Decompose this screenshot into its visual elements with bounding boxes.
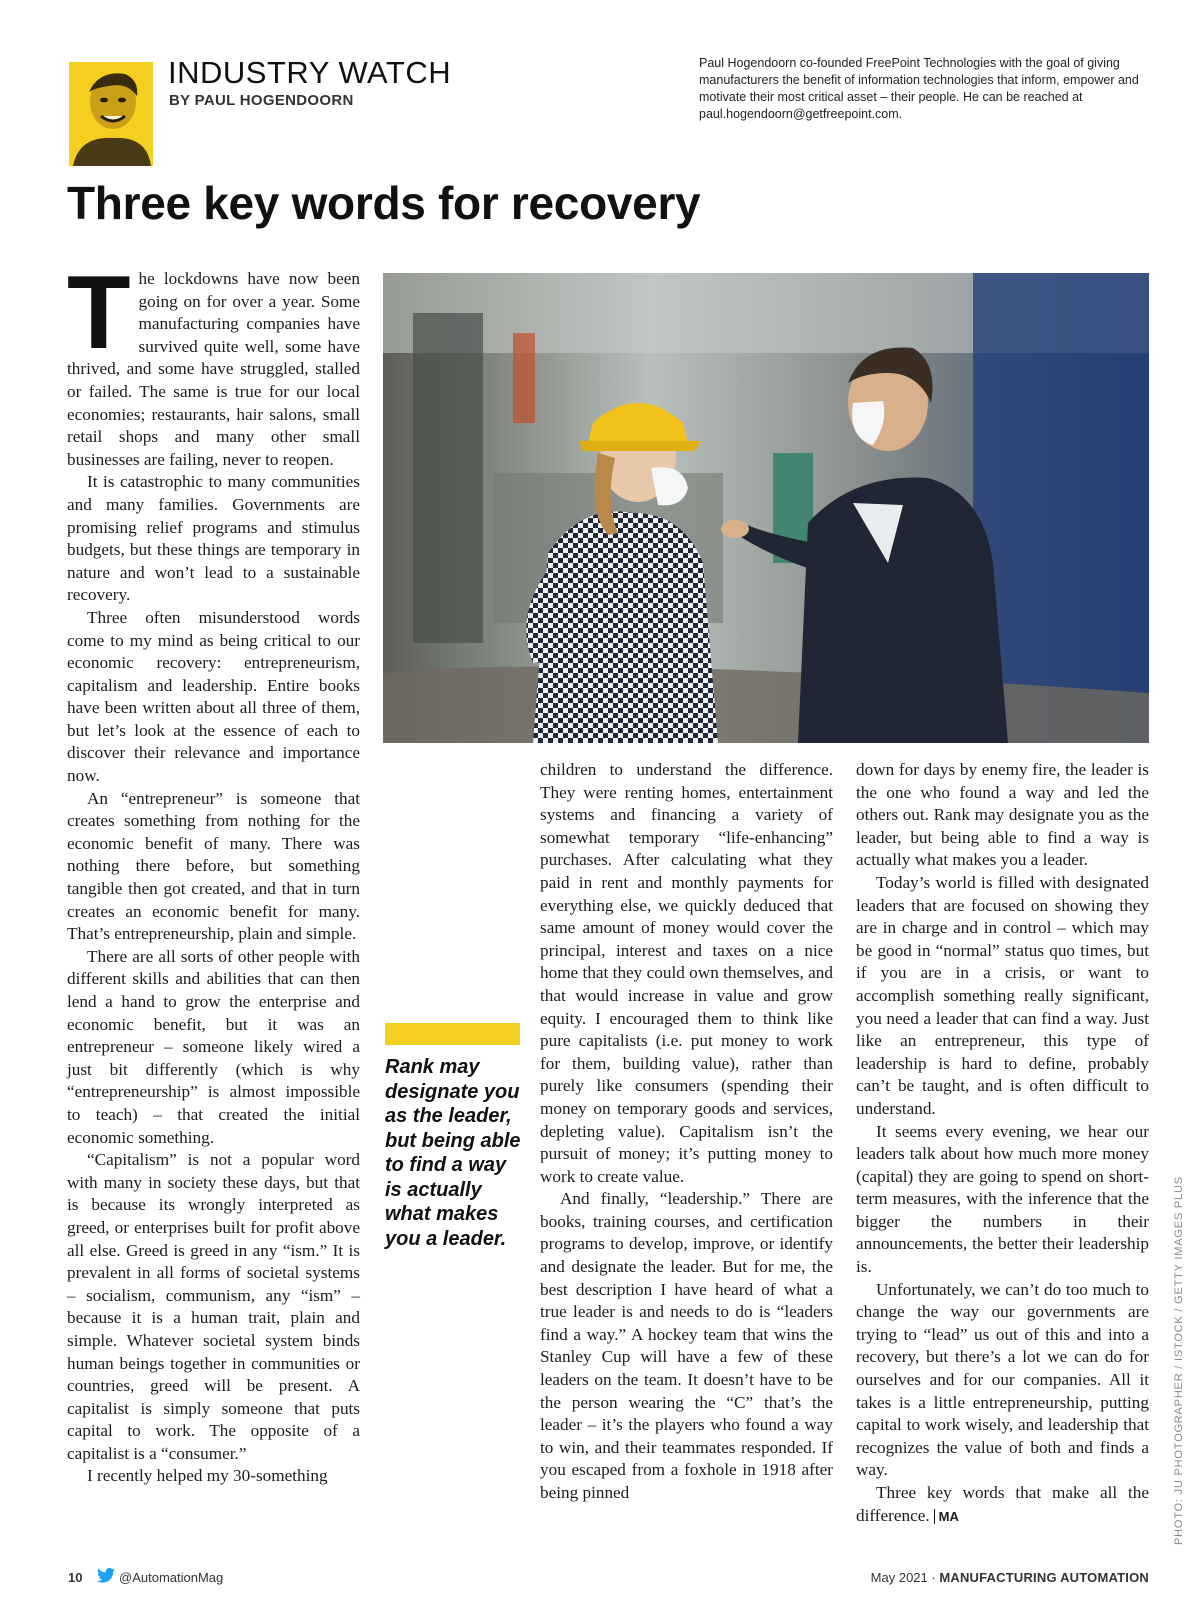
paragraph: I recently helped my 30-something [87, 1466, 328, 1486]
closing-sentence: Three key words that make all the difference. [856, 1483, 1149, 1525]
paragraph: It seems every evening, we hear our leaders talk about how much more money (capital) they are going to spend on short-term measures, with the inference that the bigger the numbers in their announcements, the better their leadership is. [856, 1121, 1149, 1277]
page-number: 10 [68, 1570, 83, 1585]
paragraph: Unfortunately, we can’t do too much to change the way our governments are trying to “lead” us out of this and into a recovery, but there’s a lot we can do for ourselves and for our companies. All it takes is a little entrepreneurship, putting capital to work wisely, and leadership that recognizes the value of both and finds a way. [856, 1279, 1149, 1480]
end-mark: MA [934, 1509, 959, 1524]
pull-quote: Rank may designate you as the leader, but being able to find a way is actually what makes you a leader. [385, 1056, 521, 1250]
paragraph-text: he lockdowns have now been going on for over a year. Some manufacturing companies have survived quite well, some have thrived, and some have struggled, stalled or failed. The same is true for our local economies; restaurants, hair salons, small retail shops and many other small businesses are failing, never to reopen. [67, 269, 360, 469]
paragraph: It is catastrophic to many communities and many families. Governments are promising relief programs and stimulus budgets, but these things are temporary in nature and won’t lead to a sustainable recovery. [67, 472, 360, 605]
issue-date: May 2021 · [870, 1570, 936, 1585]
paragraph: There are all sorts of other people with different skills and abilities that can then lend a hand to grow the enterprise and economic benefit, but it was an entrepreneur – someone likely wired a just bit differently (which is why “entrepreneurship” is almost impossible to teach) – that created the initial economic something. [67, 946, 360, 1147]
twitter-link[interactable] [97, 1568, 223, 1586]
article-column-3 [856, 759, 1149, 1528]
drop-cap: T [67, 255, 131, 371]
author-headshot [69, 62, 153, 166]
paragraph: children to understand the difference. They were renting homes, entertainment systems and financing a variety of somewhat temporary “life-enhancing” purchases. After calculating what they paid in rent and monthly payments for everything else, we quickly deduced that same amount of money would cover the principal, interest and taxes on a nice home that they could own themselves, and that would increase in value and grow equity. I encouraged them to think like pure capitalists (i.e. put money to work for them, building value), rather than purely like consumers (spending their money on temporary goods and services, depleting value). Capitalism isn’t the pursuit of money; it’s putting money to work to create value. [540, 760, 833, 1186]
twitter-handle: @AutomationMag [119, 1569, 224, 1585]
article-column-2 [540, 759, 833, 1505]
pull-quote-accent-bar [385, 1023, 520, 1045]
paragraph: Today’s world is filled with designated leaders that are focused on showing they are in charge and in control – which may be good in “normal” status quo times, but if you are in a crisis, or want to accomplish something really significant, you need a leader that can find a way. Just like an entrepreneur, this type of leadership is hard to define, probably can’t be taught, and is often difficult to understand. [856, 872, 1149, 1118]
paragraph: And finally, “leadership.” There are books, training courses, and certification programs to develop, improve, or identify and designate the leader. But for me, the best description I have heard of what a true leader is and needs to do is “leaders find a way.” A hockey team that wins the Stanley Cup will have a few of these leaders on the team. It doesn’t have to be the person wearing the “C” that’s the leader – it’s the players who found a way to win, and their teammates responded. If you escaped from a foxhole in 1918 after being pinned [540, 1189, 833, 1502]
paragraph: Three often misunderstood words come to my mind as being critical to our economic recovery: entrepreneurism, capitalism and leadership. Entire books have been written about all three of them, but let’s look at the essence of each to discover their relevance and importance now. [67, 607, 360, 786]
paragraph: down for days by enemy fire, the leader is the one who found a way and led the others out. Rank may designate you as the leader, but being able to find a way is actually what makes you a leader. [856, 760, 1149, 870]
paragraph [856, 1482, 1149, 1528]
paragraph: An “entrepreneur” is someone that creates something from nothing for the economic benefit of many. There was nothing there before, but something tangible then got created, and that in turn creates an economic benefit for many. That’s entrepreneurship, plain and simple. [67, 788, 360, 944]
footer-publication-info [866, 1570, 1149, 1585]
publication-name: MANUFACTURING AUTOMATION [939, 1570, 1149, 1585]
paragraph [67, 255, 360, 471]
section-label: INDUSTRY WATCH [168, 55, 452, 90]
author-bio: Paul Hogendoorn co-founded FreePoint Technologies with the goal of giving manufacturers the benefit of information technologies that inform, empower and motivate their most critical asset – their people. He can be reached at paul.hogendoorn@getfreepoint.com. [699, 56, 1139, 121]
photo-credit: PHOTO: JU PHOTOGRAPHER / ISTOCK / GETTY IMAGES PLUS [1173, 1176, 1185, 1545]
hero-photo-workers-in-factory [383, 273, 1149, 743]
article-column-1 [67, 255, 360, 1488]
byline: BY PAUL HOGENDOORN [169, 92, 354, 109]
headline: Three key words for recovery [67, 177, 701, 229]
paragraph: “Capitalism” is not a popular word with many in society these days, but that is because its wrongly interpreted as greed, or enterprises built for profit above all else. Greed is greed in any “ism.” It is prevalent in all forms of societal systems – socialism, communism, any “ism” – because it is a human trait, plain and simple. Whatever societal system binds human beings together in communities or countries, greed will be present. A capitalist is simply someone that puts capital to work. The opposite of a capitalist is a “consumer.” [67, 1150, 360, 1463]
twitter-bird-icon [97, 1568, 115, 1586]
